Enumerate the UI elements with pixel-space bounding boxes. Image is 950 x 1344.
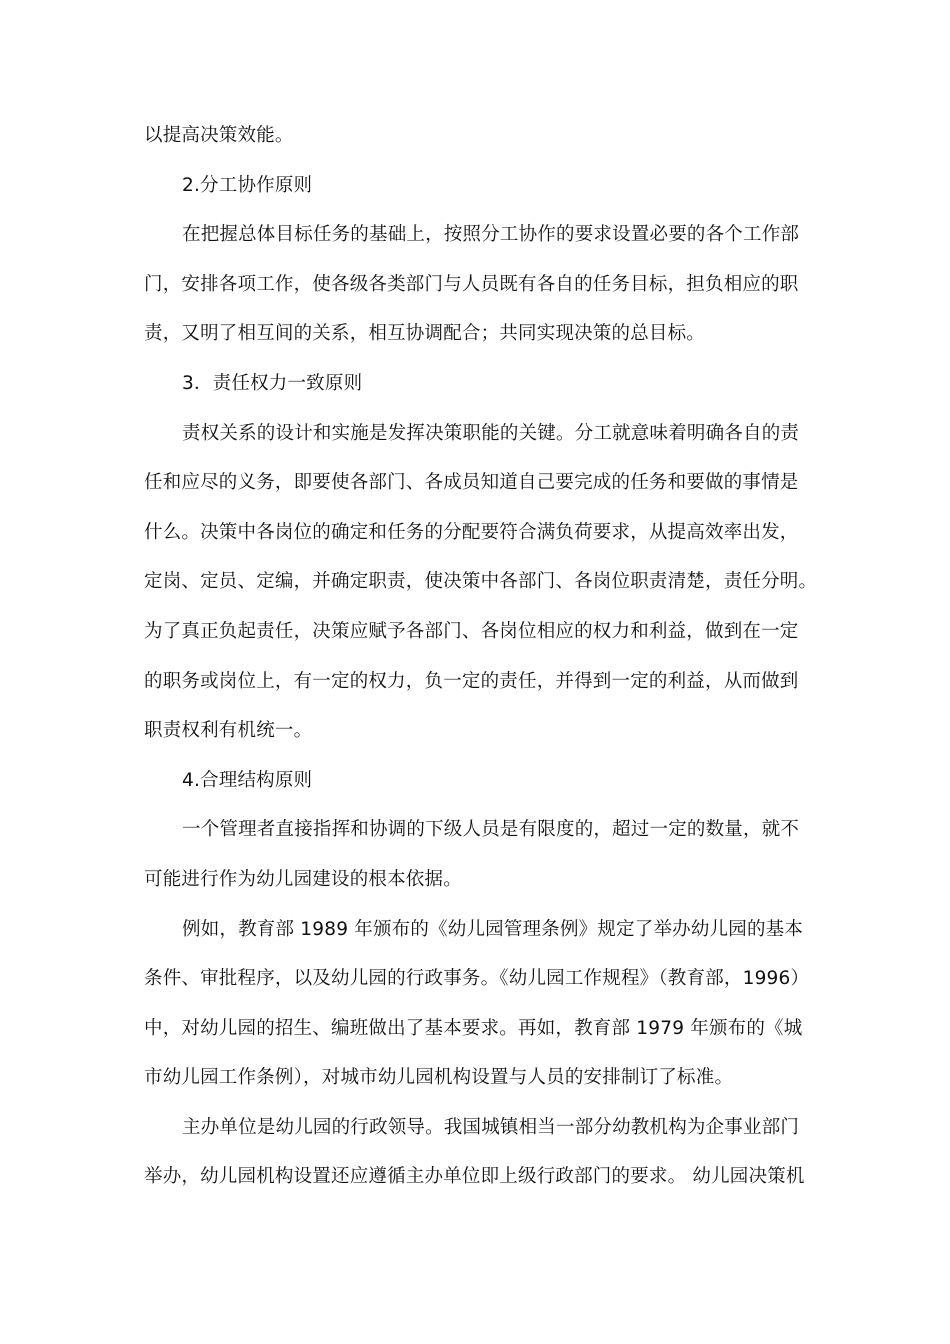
- text-line: 举办，幼儿园机构设置还应遵循主办单位即上级行政部门的要求。 幼儿园决策机: [144, 1166, 805, 1188]
- text-line: 以提高决策效能。: [144, 125, 294, 146]
- text-line: 3．责任权力一致原则: [182, 372, 363, 394]
- text-line: 可能进行作为幼儿园建设的根本依据。: [144, 868, 462, 890]
- document-body: [144, 111, 818, 1202]
- text-line: 责权关系的设计和实施是发挥决策职能的关键。分工就意味着明确各自的责: [182, 422, 800, 444]
- text-line: 任和应尽的义务，即要使各部门、各成员知道自己要完成的任务和要做的事情是: [144, 472, 799, 494]
- text-line: 在把握总体目标任务的基础上，按照分工协作的要求设置必要的各个工作部: [182, 224, 800, 246]
- text-line: 市幼儿园工作条例），对城市幼儿园机构设置与人员的安排制订了标准。: [144, 1067, 734, 1089]
- text-line: 责，又明了相互间的关系，相互协调配合；共同实现决策的总目标。: [144, 323, 706, 345]
- text-line: 为了真正负起责任，决策应赋予各部门、各岗位相应的权力和利益，做到在一定: [144, 620, 799, 642]
- text-line: 什么。决策中各岗位的确定和任务的分配要符合满负荷要求，从提高效率出发，: [144, 521, 799, 543]
- text-line: 4.合理结构原则: [182, 769, 313, 791]
- text-line: 定岗、定员、定编，并确定职责，使决策中各部门、各岗位职责清楚，责任分明。: [144, 571, 818, 593]
- text-line: 职责权利有机统一。: [144, 720, 313, 742]
- text-line: 2.分工协作原则: [182, 174, 313, 196]
- text-line: 的职务或岗位上，有一定的权力，负一定的责任，并得到一定的利益，从而做到: [144, 670, 799, 692]
- text-line: 门，安排各项工作，使各级各类部门与人员既有各自的任务目标，担负相应的职: [144, 273, 799, 295]
- text-line: 一个管理者直接指挥和协调的下级人员是有限度的，超过一定的数量，就不: [182, 819, 800, 841]
- text-line: 条件、审批程序，以及幼儿园的行政事务。《幼儿园工作规程》（教育部，1996）: [144, 968, 810, 990]
- text-line: 主办单位是幼儿园的行政领导。我国城镇相当一部分幼教机构为企事业部门: [182, 1116, 800, 1138]
- text-line: 中，对幼儿园的招生、编班做出了基本要求。再如，教育部 1979 年颁布的《城: [144, 1017, 803, 1039]
- text-line: 例如，教育部 1989 年颁布的《幼儿园管理条例》规定了举办幼儿园的基本: [182, 918, 804, 940]
